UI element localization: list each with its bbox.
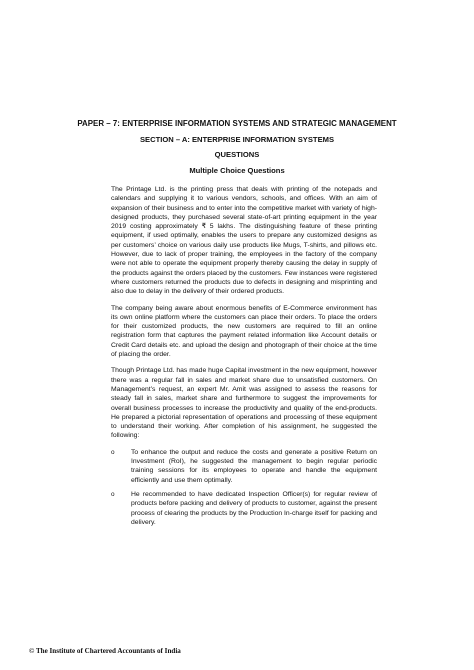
circle-bullet-icon: o — [111, 490, 115, 498]
paragraph-company-intro: The Printage Ltd. is the printing press that deals with printing of the notepads and calendars and supplying it to various vendors, schools, and offices. With an aim of expansion of their business and to enter into the competitive market with variety of high-designed products, they purchased several state-of-art printing equipment in the year 2019 costing approximately ₹ 5 lakhs. The distinguishing feature of these printing equipment, if used optimally, enables the users to prepare any customized designs as per customers’ choice on various daily use products like Mugs, T-shirts, and pillows etc. However, due to lack of proper training, the employees in the factory of the company were not able to operate the equipment properly thereby causing the delay in supply of the products against the orders placed by the customers. Few instances were registered where customers returned the products due to defects in designing and misprinting and also due to delay in the delivery of their ordered products. — [111, 186, 377, 296]
mcq-heading: Multiple Choice Questions — [189, 165, 285, 175]
paragraph-ecommerce: The company being aware about enormous benefits of E-Commerce environment has its own online platform where the customers can place their orders. To place the orders for their customized products, the new customers are required to fill an online registration form that captures the payment related information like Account details or Credit Card details etc. and upload the design and photograph of their choice at the time of placing the order. — [111, 304, 377, 359]
section-title: SECTION – A: ENTERPRISE INFORMATION SYSTEMS — [139, 134, 335, 144]
suggestion-list — [111, 448, 377, 527]
paper-title: PAPER – 7: ENTERPRISE INFORMATION SYSTEMS AND STRATEGIC MANAGEMENT — [77, 119, 397, 128]
case-study-text — [111, 185, 377, 532]
suggestion-text: To enhance the output and reduce the costs and generate a positive Return on Investment (RoI), he suggested the management to begin regular periodic training sessions for its employees to operate and handle the equipment efficiently and use them optimally. — [131, 448, 377, 484]
questions-heading: QUESTIONS — [214, 150, 260, 159]
circle-bullet-icon: o — [111, 448, 115, 456]
list-item — [111, 448, 377, 485]
copyright-footer: © The Institute of Chartered Accountants of India — [29, 647, 181, 655]
suggestion-text: He recommended to have dedicated Inspection Officer(s) for regular review of products before packing and delivery of products to customer, against the present process of clearing the products by the Production In-charge itself for packing and delivery. — [131, 490, 377, 526]
list-item — [111, 490, 377, 527]
paragraph-expert-assessment: Though Printage Ltd. has made huge Capital investment in the new equipment, however there was a regular fall in sales and market share due to unsatisfied customers. On Management’s request, an expert Mr. Amit was assigned to assess the reasons for steady fall in sales, market share and furthermore to suggest the improvements for overall business processes to increase the productivity and quality of the end-products. He prepared a pictorial representation of operations and processing of these equipment to understand their working. After completion of his assignment, he suggested the following: — [111, 367, 377, 440]
heading-block — [0, 119, 474, 181]
